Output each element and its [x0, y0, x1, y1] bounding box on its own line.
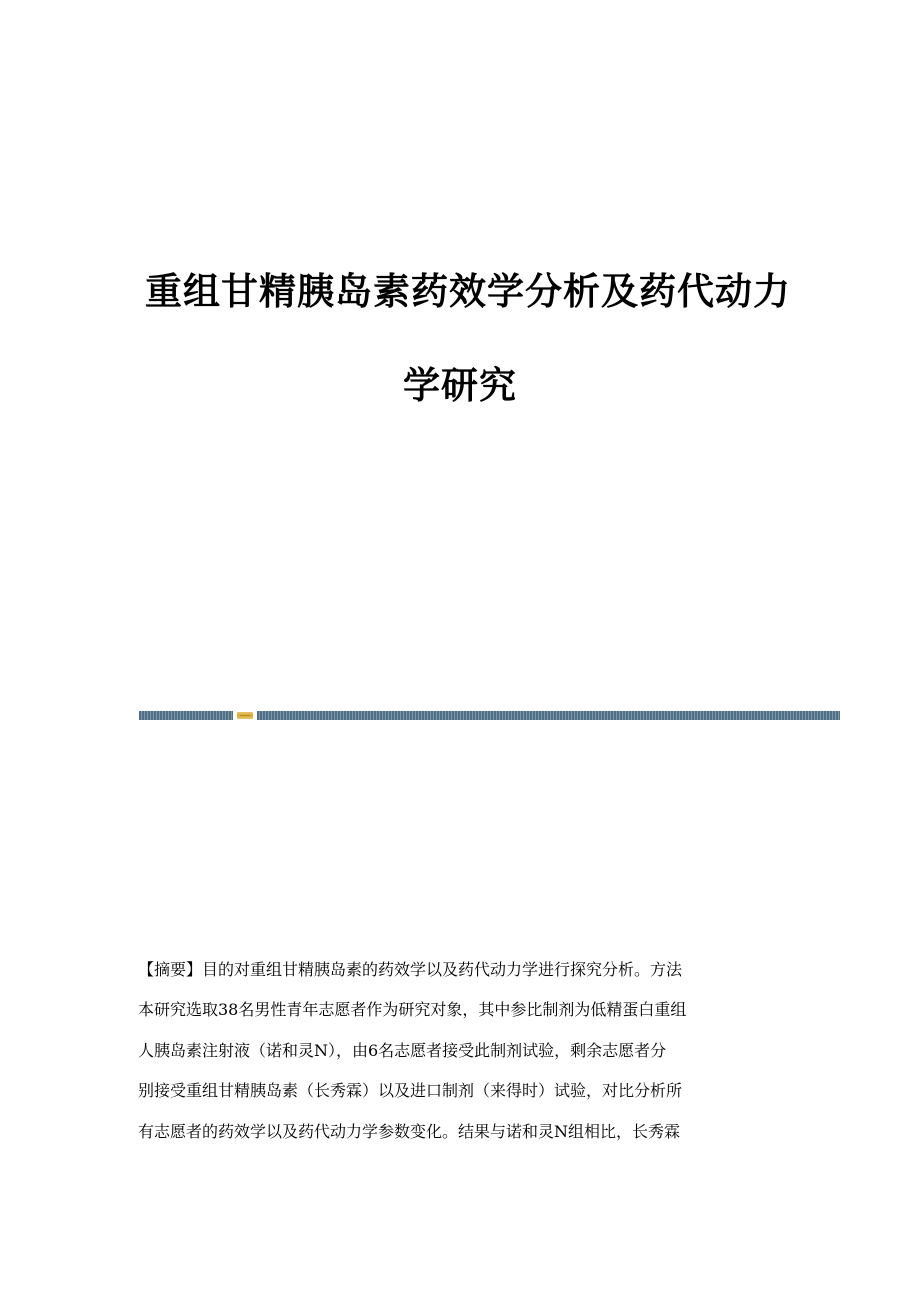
abstract-line: 别接受重组甘精胰岛素（长秀霖）以及进口制剂（来得时）试验，对比分析所: [138, 1081, 683, 1101]
document-title-line-1: 重组甘精胰岛素药效学分析及药代动力: [145, 270, 791, 313]
abstract-line: 人胰岛素注射液（诺和灵N），由6名志愿者接受此制剂试验，剩余志愿者分: [138, 1040, 667, 1060]
divider-ornament-icon: [237, 712, 253, 719]
divider-bar-left: [139, 711, 233, 720]
abstract-line: 本研究选取38名男性青年志愿者作为研究对象，其中参比制剂为低精蛋白重组: [138, 1000, 687, 1020]
abstract-line: 【摘要】目的对重组甘精胰岛素的药效学以及药代动力学进行探究分析。方法: [138, 960, 683, 979]
document-title-line-2: 学研究: [403, 364, 517, 407]
abstract-paragraph: [138, 950, 798, 1152]
divider-bar-right: [257, 711, 840, 720]
section-divider: [139, 711, 840, 720]
abstract-line: 有志愿者的药效学以及药代动力学参数变化。结果与诺和灵N组相比，长秀霖: [138, 1121, 681, 1141]
